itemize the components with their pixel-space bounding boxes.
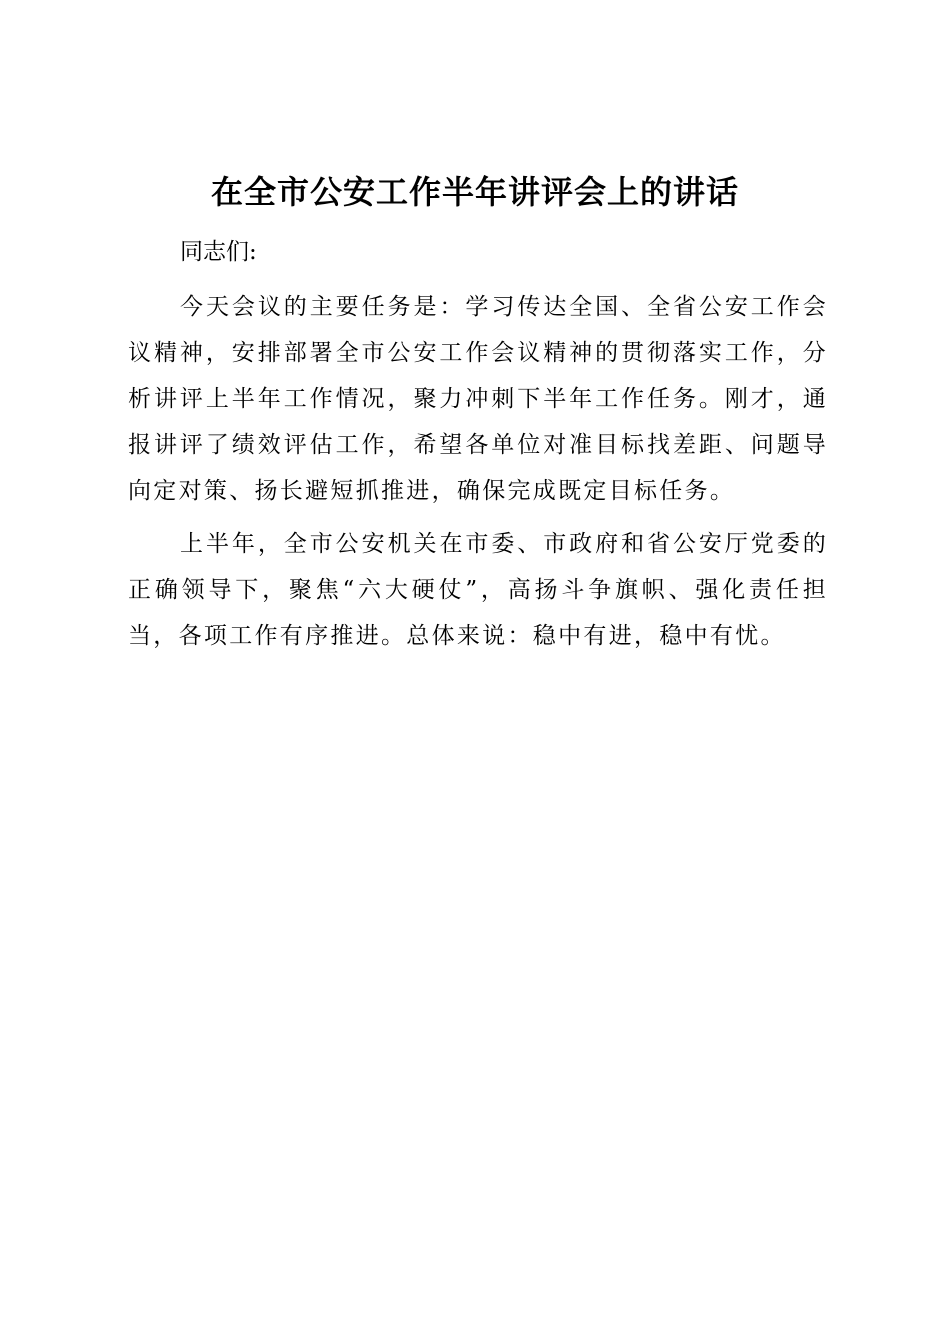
paragraph-intro: 今天会议的主要任务是：学习传达全国、全省公安工作会议精神，安排部署全市公安工作会议精神的贯彻落实工作，分析讲评上半年工作情况，聚力冲刺下半年工作任务。刚才，通报讲评了绩效评估工作，希望各单位对准目标找差距、问题导向定对策、扬长避短抓推进，确保完成既定目标任务。 — [128, 294, 828, 504]
salutation: 同志们: — [180, 239, 257, 265]
document-title: 在全市公安工作半年讲评会上的讲话 — [210, 173, 739, 211]
paragraph-first-half-summary: 上半年，全市公安机关在市委、市政府和省公安厅党委的正确领导下，聚焦“六大硬仗”，高扬斗争旗帜、强化责任担当，各项工作有序推进。总体来说：稳中有进，稳中有忧。 — [128, 531, 828, 649]
